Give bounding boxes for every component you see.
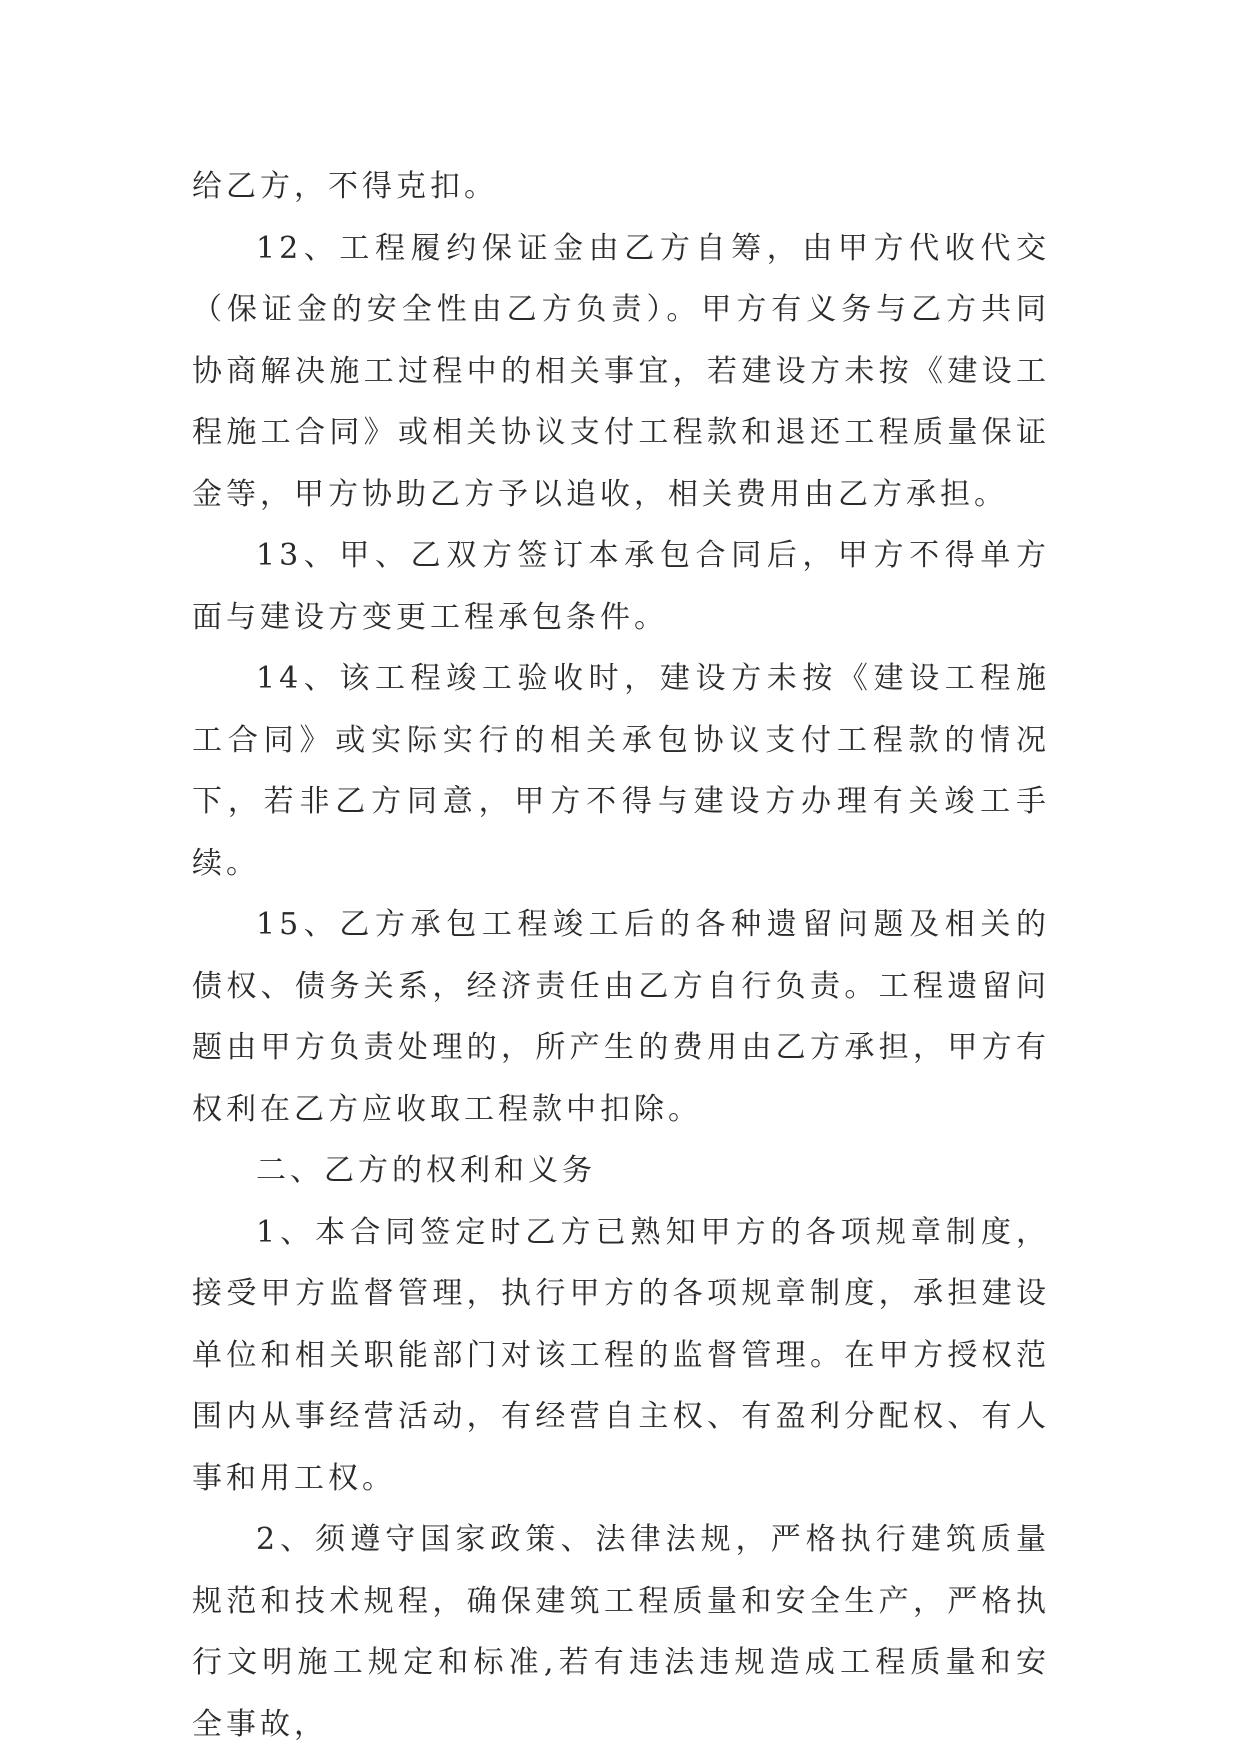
paragraph-clause-15: 15、乙方承包工程竣工后的各种遗留问题及相关的债权、债务关系，经济责任由乙方自行负责。工程遗留问题由甲方负责处理的，所产生的费用由乙方承担，甲方有权利在乙方应收取工程款中扣除。 [192,907,1050,1127]
paragraph-clause-14: 14、该工程竣工验收时，建设方未按《建设工程施工合同》或实际实行的相关承包协议支付工程款的情况下，若非乙方同意，甲方不得与建设方办理有关竣工手续。 [192,661,1050,881]
paragraph-clause-13: 13、甲、乙双方签订本承包合同后，甲方不得单方面与建设方变更工程承包条件。 [192,538,1050,635]
paragraph-clause-12: 12、工程履约保证金由乙方自筹，由甲方代收代交（保证金的安全性由乙方负责）。甲方有义务与乙方共同协商解决施工过程中的相关事宜，若建设方未按《建设工程施工合同》或相关协议支付工程款和退还工程质量保证金等，甲方协助乙方予以追收，相关费用由乙方承担。 [192,230,1050,512]
document-body [192,156,1050,1755]
paragraph-party-b-clause-1: 1、本合同签定时乙方已熟知甲方的各项规章制度，接受甲方监督管理，执行甲方的各项规章制度，承担建设单位和相关职能部门对该工程的监督管理。在甲方授权范围内从事经营活动，有经营自主权、有盈利分配权、有人事和用工权。 [192,1214,1050,1496]
paragraph-continuation: 给乙方，不得克扣。 [192,169,498,204]
section-heading-party-b-rights: 二、乙方的权利和义务 [256,1153,596,1188]
paragraph-party-b-clause-2: 2、须遵守国家政策、法律法规，严格执行建筑质量规范和技术规程，确保建筑工程质量和安全生产，严格执行文明施工规定和标准,若有违法违规造成工程质量和安全事故， [192,1522,1050,1742]
